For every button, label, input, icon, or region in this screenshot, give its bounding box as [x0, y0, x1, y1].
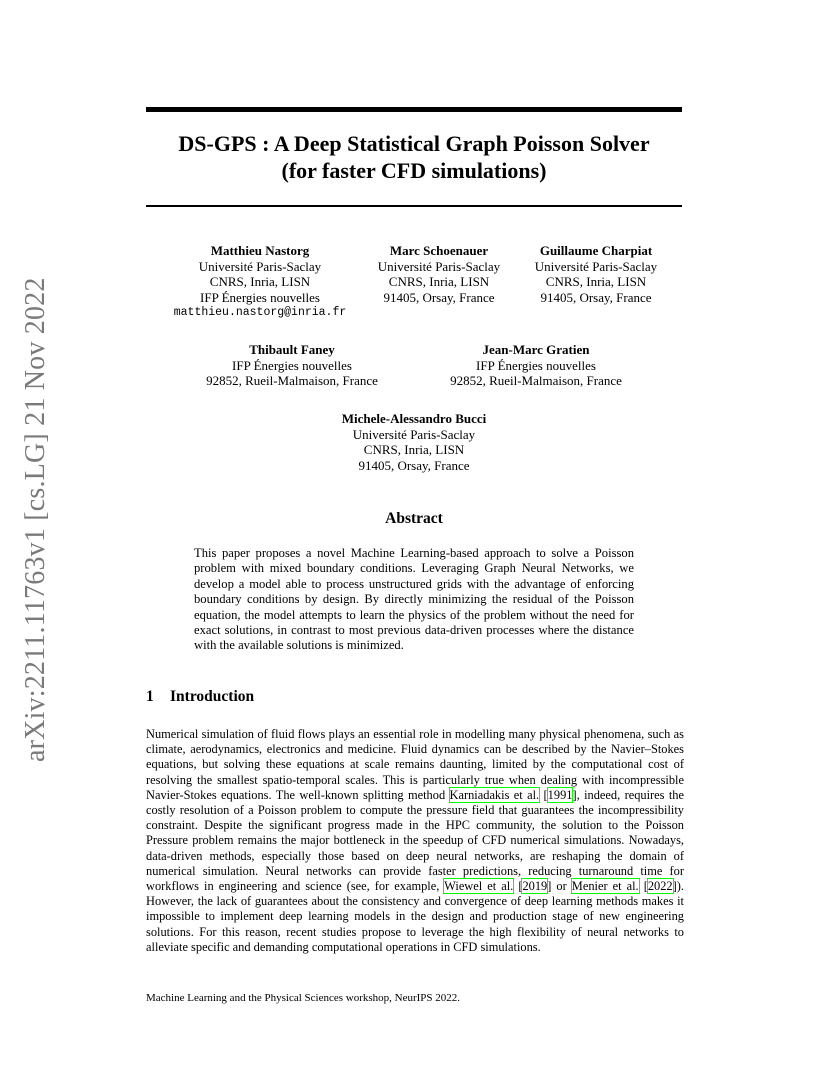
author-affiliation: Université Paris-Saclay: [377, 258, 501, 274]
citation-link-karniadakis-author[interactable]: Karniadakis et al.: [449, 787, 540, 802]
title-line-1: DS-GPS : A Deep Statistical Graph Poisson Solver: [178, 131, 650, 156]
author-email[interactable]: matthieu.nastorg@inria.fr: [173, 306, 347, 319]
author-affiliation: CNRS, Inria, LISN: [388, 274, 490, 289]
citation-link-wiewel-author[interactable]: Wiewel et al.: [444, 879, 514, 894]
author-block-gratien: [436, 342, 636, 389]
author-name: Guillaume Charpiat: [539, 243, 653, 258]
venue-footnote: Machine Learning and the Physical Sciences workshop, NeurIPS 2022.: [146, 992, 461, 1004]
abstract-heading: Abstract: [385, 510, 443, 527]
section-title: Introduction: [170, 688, 255, 705]
author-affiliation: Université Paris-Saclay: [534, 258, 658, 274]
author-affiliation: 91405, Orsay, France: [383, 289, 495, 305]
abstract-text: This paper proposes a novel Machine Learning-based approach to solve a Poisson problem with mixed boundary conditions. Leveraging Graph Neural Networks, we develop a model able to process unstructured grids with the advantage of enforcing boundary conditions by design. By directly minimizing the residual of the Poisson equation, the model attempts to learn the physics of the problem without the need for exact solutions, in contrast to most previous data-driven processes where the distance with the available solutions is minimized.: [194, 546, 634, 653]
section-number: 1: [146, 688, 154, 705]
author-affiliation: Université Paris-Saclay: [352, 426, 476, 442]
author-affiliation: 92852, Rueil-Malmaison, France: [450, 373, 622, 388]
intro-text-1: Numerical simulation of fluid flows plays an essential role in modelling many physical phenomena, such as climate, aerodynamics, electronics and medicine. Fluid dynamics can be described by the Navier–Stokes equations, but solving these equations at scale remains daunting, limited by the computational cost of resolving the smallest spatio-temporal scales. This is particularly true when dealing with incompressible Navier-Stokes equations. The well-known splitting method: [146, 727, 684, 802]
intro-text-4: ). However, the lack of guarantees about the consistency and convergence of deep learning methods makes it impossible to implement deep learning models in the design and production stage of new engineering solutions. For this reason, recent studies propose to leverage the high flexibility of neural networks to alleviate specific and demanding computational operations in CFD simulations.: [146, 879, 684, 954]
title-top-rule: [146, 107, 682, 112]
intro-text-2: , indeed, requires the costly resolution of a Poisson problem to compute the pressure field that guarantees the incompressibility constraint. Despite the significant progress made in the HPC community, the solution to the Poisson Pressure problem remains the major bottleneck in the speedup of CFD numerical simulations. Nowadays, data-driven methods, especially those based on deep neural networks, are reshaping the domain of numerical simulation. Neural networks can provide faster predictions, reducing turnaround time for workflows in engineering and science (see, for example,: [146, 787, 685, 894]
paper-title: [146, 130, 682, 184]
author-name: Matthieu Nastorg: [210, 243, 310, 258]
author-affiliation: CNRS, Inria, LISN: [363, 442, 465, 457]
author-block-schoenauer: [360, 243, 518, 305]
section-heading-introduction: [146, 688, 254, 706]
title-line-2: (for faster CFD simulations): [281, 158, 547, 183]
author-affiliation: CNRS, Inria, LISN: [545, 274, 647, 289]
author-block-bucci: [314, 411, 514, 473]
intro-text-3: or: [551, 879, 572, 894]
author-name: Jean-Marc Gratien: [482, 342, 590, 357]
author-affiliation: 92852, Rueil-Malmaison, France: [206, 373, 378, 388]
arxiv-stamp: arXiv:2211.11763v1 [cs.LG] 21 Nov 2022: [20, 277, 51, 763]
author-affiliation: IFP Énergies nouvelles: [232, 357, 352, 373]
author-block-charpiat: [518, 243, 674, 305]
citation-link-wiewel-year[interactable]: 2019: [522, 879, 548, 894]
author-block-faney: [192, 342, 392, 389]
author-affiliation: IFP Énergies nouvelles: [200, 289, 320, 305]
author-affiliation: 91405, Orsay, France: [358, 457, 470, 473]
author-name: Michele-Alessandro Bucci: [341, 411, 487, 426]
citation-link-menier-year[interactable]: 2022: [647, 879, 673, 894]
author-affiliation: CNRS, Inria, LISN: [209, 274, 311, 289]
citation-link-menier-author[interactable]: Menier et al.: [571, 879, 639, 894]
author-name: Thibault Faney: [249, 342, 335, 357]
introduction-paragraph: Numerical simulation of fluid flows plays an essential role in modelling many physical phenomena, such as climate, aerodynamics, electronics and medicine. Fluid dynamics can be described by the Navier–Stokes equations, but solving these equations at scale remains daunting, limited by the computational cost of resolving the smallest spatio-temporal scales. This is particularly true when dealing with incompressible Navier-Stokes equations. The well-known splitting method Karniadakis et al. [1991], indeed, requires the costly resolution of a Poisson problem to compute the pressure field that guarantees the incompressibility constraint. Despite the significant progress made in the HPC community, the solution to the Poisson Pressure problem remains the major bottleneck in the speedup of CFD numerical simulations. Nowadays, data-driven methods, especially those based on deep neural networks, are reshaping the domain of numerical simulation. Neural networks can provide faster predictions, reducing turnaround time for workflows in engineering and science (see, for example, Wiewel et al. [2019] or Menier et al. [2022]). However, the lack of guarantees about the consistency and convergence of deep learning methods makes it impossible to implement deep learning models in the design and production stage of new engineering solutions. For this reason, recent studies propose to leverage the high flexibility of neural networks to alleviate specific and demanding computational operations in CFD simulations.: [146, 727, 685, 954]
author-affiliation: Université Paris-Saclay: [198, 258, 322, 274]
author-name: Marc Schoenauer: [389, 243, 489, 258]
title-bottom-rule: [146, 205, 682, 207]
citation-link-karniadakis-year[interactable]: 1991: [547, 787, 573, 802]
author-block-nastorg: [160, 243, 360, 321]
author-affiliation: IFP Énergies nouvelles: [476, 357, 596, 373]
author-affiliation: 91405, Orsay, France: [540, 289, 652, 305]
